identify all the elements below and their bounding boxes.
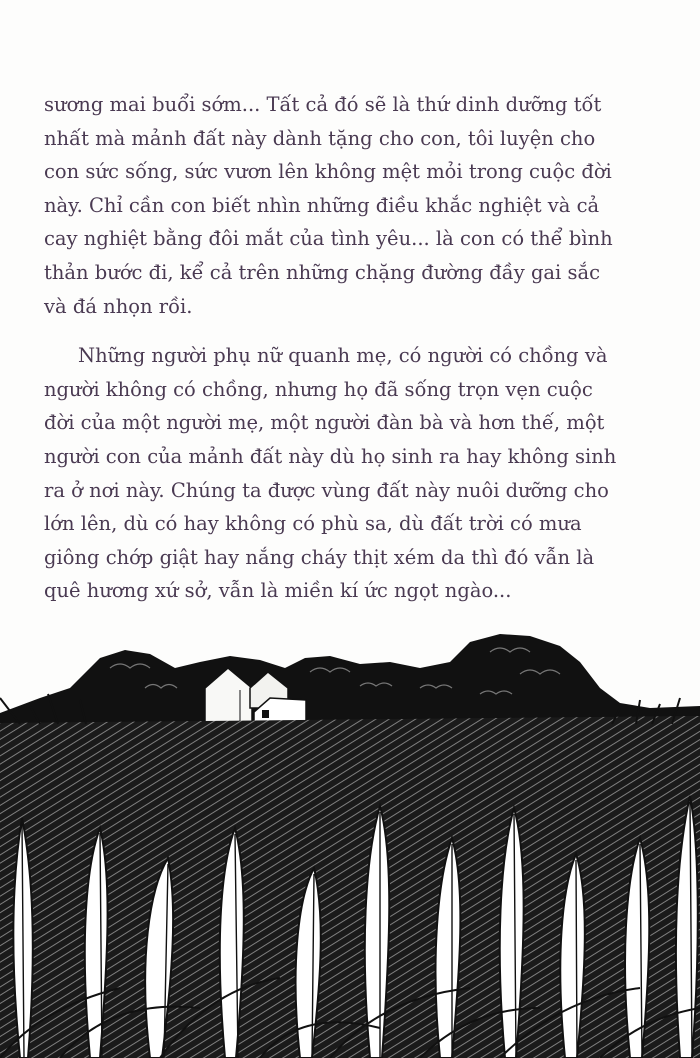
paragraph-2: Những người phụ nữ quanh mẹ, có người có chồng và người không có chồng, nhưng họ đã sống trọn vẹn cuộc đời của một người mẹ, một người đàn bà và hơn thế, một người con của mảnh đất này dù họ sinh ra hay không sinh ra ở nơi này. Chúng ta được vùng đất này nuôi dưỡng cho lớn lên, dù có hay không có phù sa, dù đất trời có mưa giông chớp giật hay nắng cháy thịt xém da thì đó vẫn là quê hương xứ sở, vẫn là miền kí ức ngọt ngào... <box>44 344 617 603</box>
paragraph-1: sương mai buổi sớm... Tất cả đó sẽ là thứ dinh dưỡng tốt nhất mà mảnh đất này dành tặng cho con, tôi luyện cho con sức sống, sức vươn lên không mệt mỏi trong cuộc đời này. Chỉ cần con biết nhìn những điều khắc nghiệt và cả cay nghiệt bằng đôi mắt của tình yêu... là con có thể bình thản bước đi, kể cả trên những chặng đường đầy gai sắc và đá nhọn rồi. <box>44 93 613 318</box>
body-text <box>44 88 664 624</box>
countryside-illustration <box>0 628 700 1058</box>
